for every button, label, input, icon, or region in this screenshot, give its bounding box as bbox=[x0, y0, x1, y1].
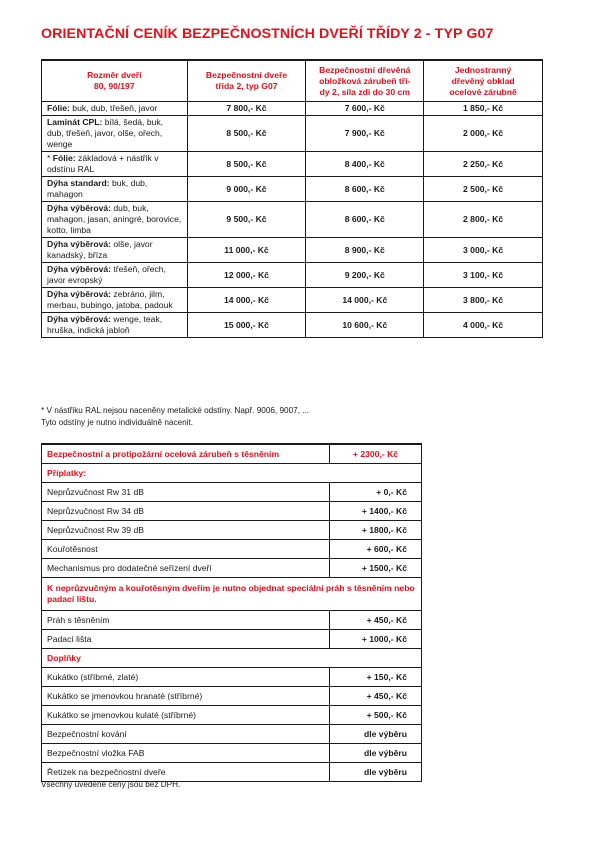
door-price: 8 500,- Kč bbox=[187, 152, 306, 177]
cladding-price: 2 500,- Kč bbox=[424, 177, 543, 202]
item-price: + 150,- Kč bbox=[330, 668, 422, 687]
table-row bbox=[42, 725, 422, 744]
item-label: Neprůzvučnost Rw 31 dB bbox=[42, 483, 330, 502]
item-price: + 1800,- Kč bbox=[330, 521, 422, 540]
surcharges-title: Příplatky: bbox=[42, 464, 422, 483]
item-label: Kukátko se jmenovkou hranaté (stříbrné) bbox=[42, 687, 330, 706]
item-label: Práh s těsněním bbox=[42, 611, 330, 630]
table-row bbox=[42, 611, 422, 630]
material-cell: * Fólie: základová + nástřik v odstínu RAL bbox=[42, 152, 188, 177]
door-price: 11 000,- Kč bbox=[187, 238, 306, 263]
frame-price: 14 000,- Kč bbox=[306, 288, 424, 313]
material-name: Dýha výběrová: bbox=[47, 264, 112, 274]
table-row bbox=[42, 444, 422, 464]
material-cell: Dýha standard: buk, dub, mahagon bbox=[42, 177, 188, 202]
item-label: Kouřotěsnost bbox=[42, 540, 330, 559]
table-row bbox=[42, 502, 422, 521]
table-row bbox=[42, 540, 422, 559]
column-header-door: Bezpečnostní dveře třída 2, typ G07 bbox=[187, 60, 306, 102]
item-price: dle výběru bbox=[330, 744, 422, 763]
frame-price: 8 600,- Kč bbox=[306, 177, 424, 202]
material-name: Dýha výběrová: bbox=[47, 314, 112, 324]
item-label: Neprůzvučnost Rw 39 dB bbox=[42, 521, 330, 540]
item-price: + 500,- Kč bbox=[330, 706, 422, 725]
table-row bbox=[42, 649, 422, 668]
cladding-price: 2 000,- Kč bbox=[424, 116, 543, 152]
material-cell: Laminát CPL: bílá, šedá, buk, dub, třešeň, javor, olše, ořech, wenge bbox=[42, 116, 188, 152]
material-name: Laminát CPL: bbox=[47, 117, 103, 127]
cladding-price: 3 000,- Kč bbox=[424, 238, 543, 263]
material-cell: Dýha výběrová: zebráno, jilm, merbau, bubingo, jatoba, padouk bbox=[42, 288, 188, 313]
item-price: dle výběru bbox=[330, 763, 422, 782]
frame-price: + 2300,- Kč bbox=[330, 444, 422, 464]
table-row bbox=[42, 521, 422, 540]
ral-note bbox=[41, 405, 309, 429]
door-price: 8 500,- Kč bbox=[187, 116, 306, 152]
table-row bbox=[42, 483, 422, 502]
item-price: + 1000,- Kč bbox=[330, 630, 422, 649]
item-label: Řetízek na bezpečnostní dveře bbox=[42, 763, 330, 782]
price-table-doors bbox=[41, 59, 543, 338]
item-price: + 1500,- Kč bbox=[330, 559, 422, 578]
item-label: Padací lišta bbox=[42, 630, 330, 649]
cladding-price: 2 800,- Kč bbox=[424, 202, 543, 238]
column-header-frame: Bezpečnostní dřevěná obložková zárubeň tří- dy 2, síla zdi do 30 cm bbox=[306, 60, 424, 102]
item-label: Kukátko se jmenovkou kulaté (stříbrné) bbox=[42, 706, 330, 725]
frame-price: 10 600,- Kč bbox=[306, 313, 424, 338]
table-row bbox=[42, 744, 422, 763]
item-price: + 0,- Kč bbox=[330, 483, 422, 502]
material-cell: Dýha výběrová: wenge, teak, hruška, indická jabloň bbox=[42, 313, 188, 338]
table-row bbox=[42, 630, 422, 649]
item-price: + 450,- Kč bbox=[330, 611, 422, 630]
cladding-price: 3 100,- Kč bbox=[424, 263, 543, 288]
item-label: Neprůzvučnost Rw 34 dB bbox=[42, 502, 330, 521]
door-price: 9 000,- Kč bbox=[187, 177, 306, 202]
frame-label: Bezpečnostní a protipožární ocelová zárubeň s těsněním bbox=[42, 444, 330, 464]
door-price: 15 000,- Kč bbox=[187, 313, 306, 338]
ral-note-line1: * V nástřiku RAL nejsou naceněny metalické odstíny. Např. 9006, 9007, ... bbox=[41, 406, 310, 415]
threshold-notice: K neprůzvučným a kouřotěsným dveřím je nutno objednat speciální práh s těsněním nebo padací lištu. bbox=[42, 578, 422, 611]
material-cell: Dýha výběrová: olše, javor kanadský, bříza bbox=[42, 238, 188, 263]
cladding-price: 4 000,- Kč bbox=[424, 313, 543, 338]
material-cell: Fólie: buk, dub, třešeň, javor bbox=[42, 102, 188, 116]
table-row bbox=[42, 116, 543, 152]
door-price: 9 500,- Kč bbox=[187, 202, 306, 238]
table-header-row bbox=[42, 60, 543, 102]
page-title: ORIENTAČNÍ CENÍK BEZPEČNOSTNÍCH DVEŘÍ TŘÍDY 2 - TYP G07 bbox=[41, 26, 494, 42]
material-name: Dýha standard: bbox=[47, 178, 110, 188]
ral-note-line2: Tyto odstíny je nutno individuálně nacenit. bbox=[41, 418, 194, 427]
item-label: Bezpečnostní vložka FAB bbox=[42, 744, 330, 763]
table-row bbox=[42, 313, 543, 338]
table-row bbox=[42, 687, 422, 706]
frame-price: 8 900,- Kč bbox=[306, 238, 424, 263]
material-cell: Dýha výběrová: dub, buk, mahagon, jasan, aningré, borovice, kotto, limba bbox=[42, 202, 188, 238]
door-price: 7 800,- Kč bbox=[187, 102, 306, 116]
door-price: 12 000,- Kč bbox=[187, 263, 306, 288]
table-row bbox=[42, 578, 422, 611]
cladding-price: 1 850,- Kč bbox=[424, 102, 543, 116]
frame-price: 7 600,- Kč bbox=[306, 102, 424, 116]
table-row bbox=[42, 177, 543, 202]
accessories-title: Doplňky bbox=[42, 649, 422, 668]
column-header-cladding: Jednostranný dřevěný obklad ocelové zárubně bbox=[424, 60, 543, 102]
table-row bbox=[42, 238, 543, 263]
item-price: + 1400,- Kč bbox=[330, 502, 422, 521]
frame-price: 8 400,- Kč bbox=[306, 152, 424, 177]
material-name: Fólie: bbox=[52, 153, 76, 163]
table-row bbox=[42, 202, 543, 238]
item-label: Bezpečnostní kování bbox=[42, 725, 330, 744]
frame-price: 7 900,- Kč bbox=[306, 116, 424, 152]
table-row bbox=[42, 263, 543, 288]
material-name: Fólie: bbox=[47, 103, 70, 113]
item-label: Mechanismus pro dodatečné seřízení dveří bbox=[42, 559, 330, 578]
table-row bbox=[42, 706, 422, 725]
frame-price: 8 600,- Kč bbox=[306, 202, 424, 238]
table-row bbox=[42, 559, 422, 578]
vat-footer: Všechny uvedené ceny jsou bez DPH. bbox=[41, 780, 181, 789]
material-name: Dýha výběrová: bbox=[47, 203, 112, 213]
item-price: + 450,- Kč bbox=[330, 687, 422, 706]
cladding-price: 3 800,- Kč bbox=[424, 288, 543, 313]
item-price: dle výběru bbox=[330, 725, 422, 744]
item-label: Kukátko (stříbrné, zlaté) bbox=[42, 668, 330, 687]
table-row bbox=[42, 763, 422, 782]
price-table-extras bbox=[41, 443, 422, 782]
material-cell: Dýha výběrová: třešeň, ořech, javor evropský bbox=[42, 263, 188, 288]
material-name: Dýha výběrová: bbox=[47, 289, 112, 299]
column-header-size: Rozměr dveří 80, 90/197 bbox=[42, 60, 188, 102]
table-row bbox=[42, 152, 543, 177]
table-row bbox=[42, 102, 543, 116]
door-price: 14 000,- Kč bbox=[187, 288, 306, 313]
cladding-price: 2 250,- Kč bbox=[424, 152, 543, 177]
table-row bbox=[42, 288, 543, 313]
material-name: Dýha výběrová: bbox=[47, 239, 112, 249]
table-row bbox=[42, 464, 422, 483]
item-price: + 600,- Kč bbox=[330, 540, 422, 559]
table-row bbox=[42, 668, 422, 687]
frame-price: 9 200,- Kč bbox=[306, 263, 424, 288]
